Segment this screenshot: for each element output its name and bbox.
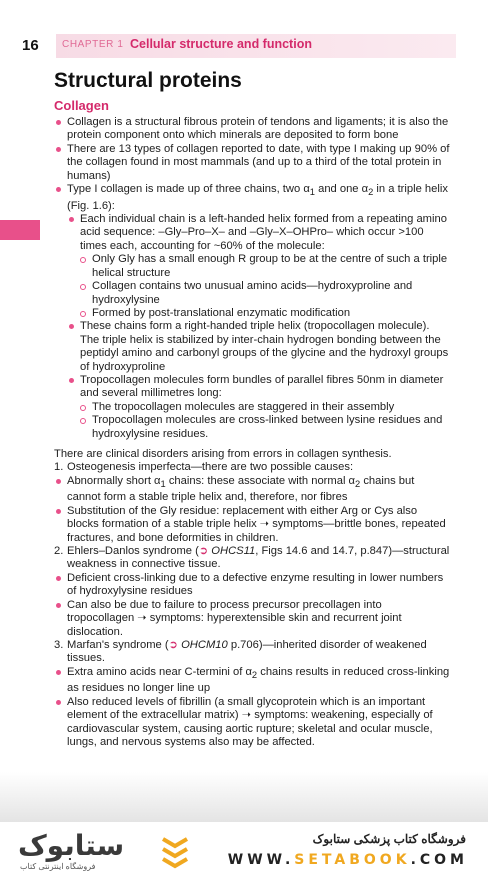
subsection-title: Collagen — [54, 98, 109, 113]
list-item: Extra amino acids near C-termini of $\alpha_2$ chains results in reduced cross-linking as residues no longer line up — [54, 666, 450, 696]
list-item: Each individual chain is a left-handed helix formed from a repeating amino acid sequence: –Gly–Pro–X– and –Gly–X–OHPro– which occur >100 times each, accounting for ~60% of the molecule: — [54, 213, 450, 253]
cross-reference-ohcs: OHCS11 — [208, 545, 256, 558]
section-title: Structural proteins — [54, 69, 242, 92]
logo-tagline: فروشگاه اینترنتی کتاب — [20, 862, 96, 871]
numbered-item: 3. Marfan's syndrome (➲ OHCM10 p.706)—inherited disorder of weakened tissues. — [54, 638, 427, 665]
page-content — [54, 68, 450, 749]
list-item: Tropocollagen molecules are cross-linked between lysine residues and hydroxylysine residues. — [54, 414, 450, 441]
list-item: Deficient cross-linking due to a defective enzyme resulting in lower numbers of hydroxylysine residues — [54, 572, 450, 599]
publisher-footer — [0, 822, 488, 878]
footer-fade — [0, 772, 488, 822]
list-item: Abnormally short $\alpha_1$ chains: these associate with normal $\alpha_2$ chains but cannot form a stable triple helix and, therefore, nor fibres — [54, 475, 450, 505]
disorders-list — [54, 461, 450, 749]
list-item: Substitution of the Gly residue: replacement with either Arg or Cys also blocks formation of a stable triple helix ➝ symptoms—brittle bones, repeated fractures, and bone deformities in children. — [54, 505, 450, 545]
list-item: Formed by post-translational enzymatic modification — [54, 307, 450, 320]
list-item: The tropocollagen molecules are staggered in their assembly — [54, 401, 450, 414]
list-item: Collagen is a structural fibrous protein of tendons and ligaments; it is also the protein component onto which minerals are deposited to form bone — [54, 116, 450, 143]
list-item: There are 13 types of collagen reported to date, with type I making up 90% of the collagen found in most mammals (and up to a third of the total protein in humans) — [54, 143, 450, 183]
store-url[interactable]: WWW.SETABOOK.COM — [227, 852, 468, 868]
store-name: فروشگاه کتاب پزشکی ستابوک — [312, 832, 466, 846]
list-item: Also reduced levels of fibrillin (a small glycoprotein which is an important element of the extracellular matrix) ➝ symptoms: weakening, especially of cardiovascular system, causing aortic rupture; skeletal and ocular muscle, lungs, and nervous systems also may be affected. — [54, 696, 450, 750]
logo-wordmark: ستابوک — [18, 829, 125, 862]
chapter-side-tab — [0, 220, 40, 240]
list-item: Can also be due to failure to process precursor precollagen into tropocollagen ➝ symptoms: hyperextensible skin and recurrent joint dislocation. — [54, 599, 450, 639]
chapter-header-band — [56, 34, 456, 58]
disorders-intro: There are clinical disorders arising from errors in collagen synthesis. — [54, 447, 392, 460]
chevron-logo-icon — [160, 834, 190, 870]
collagen-list — [54, 116, 450, 441]
list-item: Tropocollagen molecules form bundles of parallel fibres 50nm in diameter and several millimetres long: — [54, 374, 450, 401]
page-number: 16 — [22, 37, 39, 54]
list-item: These chains form a right-handed triple helix (tropocollagen molecule). The triple helix is stabilized by inter-chain hydrogen bonding between the peptidyl amino and carbonyl groups of the glycine and the hydroxyl groups of hydroxyproline — [54, 320, 450, 374]
setabook-logo — [18, 830, 193, 874]
numbered-item: 1. Osteogenesis imperfecta—there are two possible causes: — [54, 461, 354, 474]
cross-reference-ohcm: OHCM10 — [178, 638, 228, 651]
chapter-title: Cellular structure and function — [130, 37, 312, 51]
chapter-label: CHAPTER 1 — [62, 39, 124, 50]
list-item: Only Gly has a small enough R group to be at the centre of such a triple helical structure — [54, 253, 450, 280]
numbered-item: 2. Ehlers–Danlos syndrome (➲ OHCS11, Figs 14.6 and 14.7, p.847)—structural weakness in connective tissue. — [54, 545, 450, 571]
list-item: Collagen contains two unusual amino acids—hydroxyproline and hydroxylysine — [54, 280, 450, 307]
cross-reference-icon: ➲ — [168, 638, 178, 651]
cross-reference-icon: ➲ — [198, 545, 209, 558]
list-item: Type I collagen is made up of three chains, two $\alpha_1$ and one $\alpha_2$ in a triple helix (Fig. 1.6): — [54, 183, 450, 213]
